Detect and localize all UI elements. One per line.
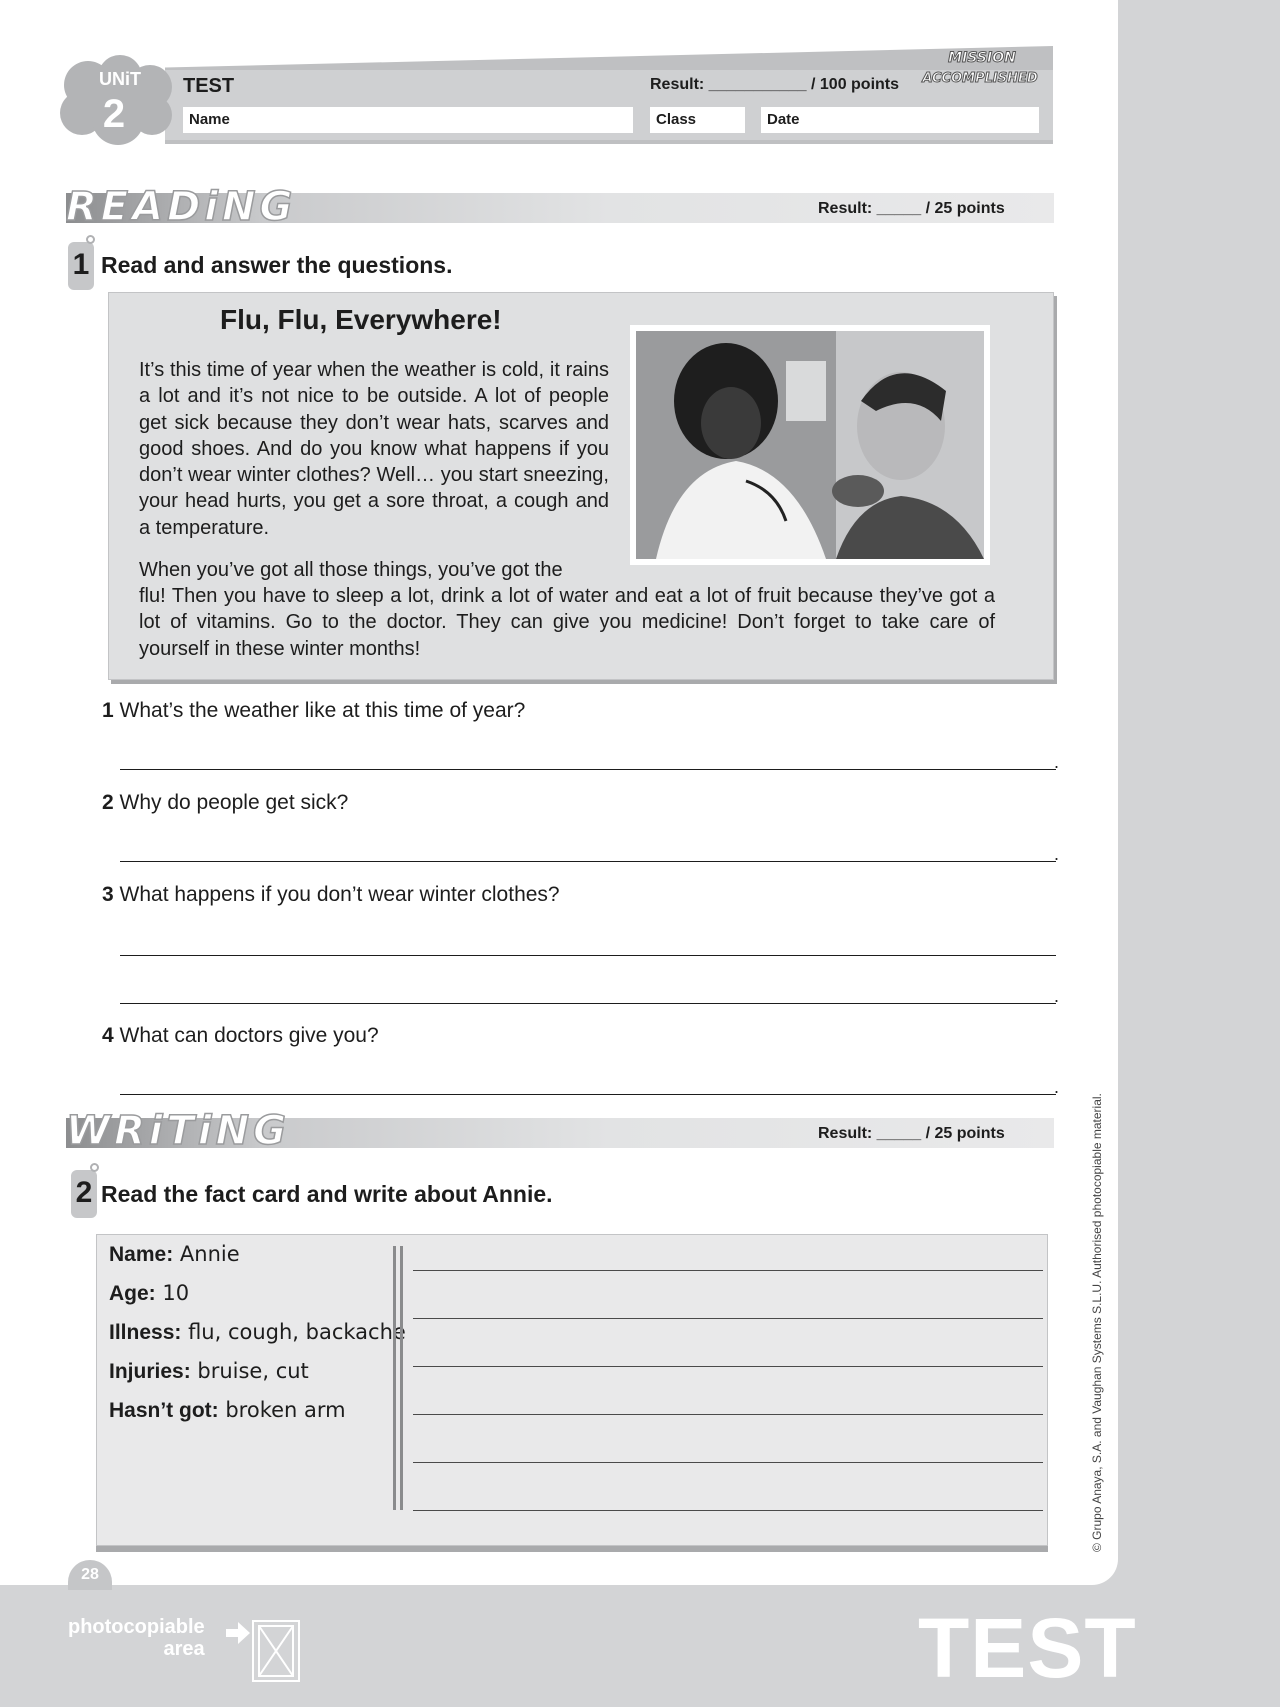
answer-line[interactable] [120,955,1056,956]
card-divider [393,1246,403,1510]
writing-line[interactable] [413,1414,1043,1415]
article-paragraph-1: It’s this time of year when the weather is cold, it rains a lot and it’s not nice to be outside. A lot of people get sick because they don’t wear hats, scarves and good shoes. And do you know what happens if you don’t wear winter clothes? Well… you start sneezing, your head hurts, you get a sore throat, a cough and a temperature. [139,359,609,539]
test-title: TEST [183,75,235,97]
page-number: 28 [68,1560,112,1590]
answer-line[interactable] [120,861,1056,862]
exercise-2-number: 2 [71,1170,97,1218]
answer-line[interactable] [120,1094,1056,1095]
article-paragraph-2a: When you’ve got all those things, you’ve got the [139,559,563,581]
exercise-2-dot [90,1163,99,1172]
arrow-right-icon [226,1622,250,1644]
question-4: 4 What can doctors give you? [102,1024,379,1047]
answer-line[interactable] [120,1003,1056,1004]
exercise-2-instruction: Read the fact card and write about Annie. [101,1181,553,1207]
svg-text:MISSION: MISSION [948,50,1016,66]
photocopy-box-icon [252,1620,300,1682]
exercise-1-number: 1 [68,242,94,290]
writing-line[interactable] [413,1510,1043,1511]
writing-line[interactable] [413,1366,1043,1367]
fact-injuries: Injuries: bruise, cut [109,1359,309,1383]
question-2: 2 Why do people get sick? [102,791,349,814]
fact-age: Age: 10 [109,1281,190,1305]
reading-result: Result: _____ / 25 points [818,200,1005,217]
photocopiable-label: photocopiable area [68,1616,205,1660]
fact-name: Name: Annie [109,1242,240,1266]
unit-label: UNiT [99,69,141,89]
class-field[interactable]: Class [650,107,745,133]
writing-heading: WRiTiNG [66,1108,290,1154]
test-footer-label: TEST [918,1601,1137,1695]
question-3: 3 What happens if you don’t wear winter clothes? [102,883,560,906]
answer-line[interactable] [120,769,1056,770]
total-result: Result: ___________ / 100 points [650,76,900,93]
exercise-1-instruction: Read and answer the questions. [101,252,453,278]
copyright-notice: © Grupo Anaya, S.A. and Vaughan Systems S.L.U. Authorised photocopiable material. [1090,1093,1104,1552]
svg-text:ACCOMPLISHED: ACCOMPLISHED [922,71,1038,86]
reading-heading: READiNG [66,184,297,230]
article-title: Flu, Flu, Everywhere! [220,304,502,335]
unit-number: 2 [102,92,126,136]
fact-illness: Illness: flu, cough, backache [109,1320,406,1344]
exercise-1-dot [86,235,95,244]
article-paragraph-2b: flu! Then you have to sleep a lot, drink a lot of water and eat a lot of fruit because they’ve got a lot of vitamins. Go to the doctor. They can give you medicine! Don’t forget to take care of yourself in these winter months! [139,585,995,660]
doctor-patient-photo [630,325,990,565]
date-field[interactable]: Date [761,107,1039,133]
question-1: 1 What’s the weather like at this time of year? [102,699,526,722]
writing-line[interactable] [413,1318,1043,1319]
writing-line[interactable] [413,1462,1043,1463]
name-field[interactable]: Name [183,107,633,133]
unit-badge [58,55,178,147]
fact-card [96,1234,1048,1546]
writing-line[interactable] [413,1270,1043,1271]
mission-accomplished-logo [920,44,1040,96]
fact-hasnt-got: Hasn’t got: broken arm [109,1398,346,1422]
writing-result: Result: _____ / 25 points [818,1125,1005,1142]
